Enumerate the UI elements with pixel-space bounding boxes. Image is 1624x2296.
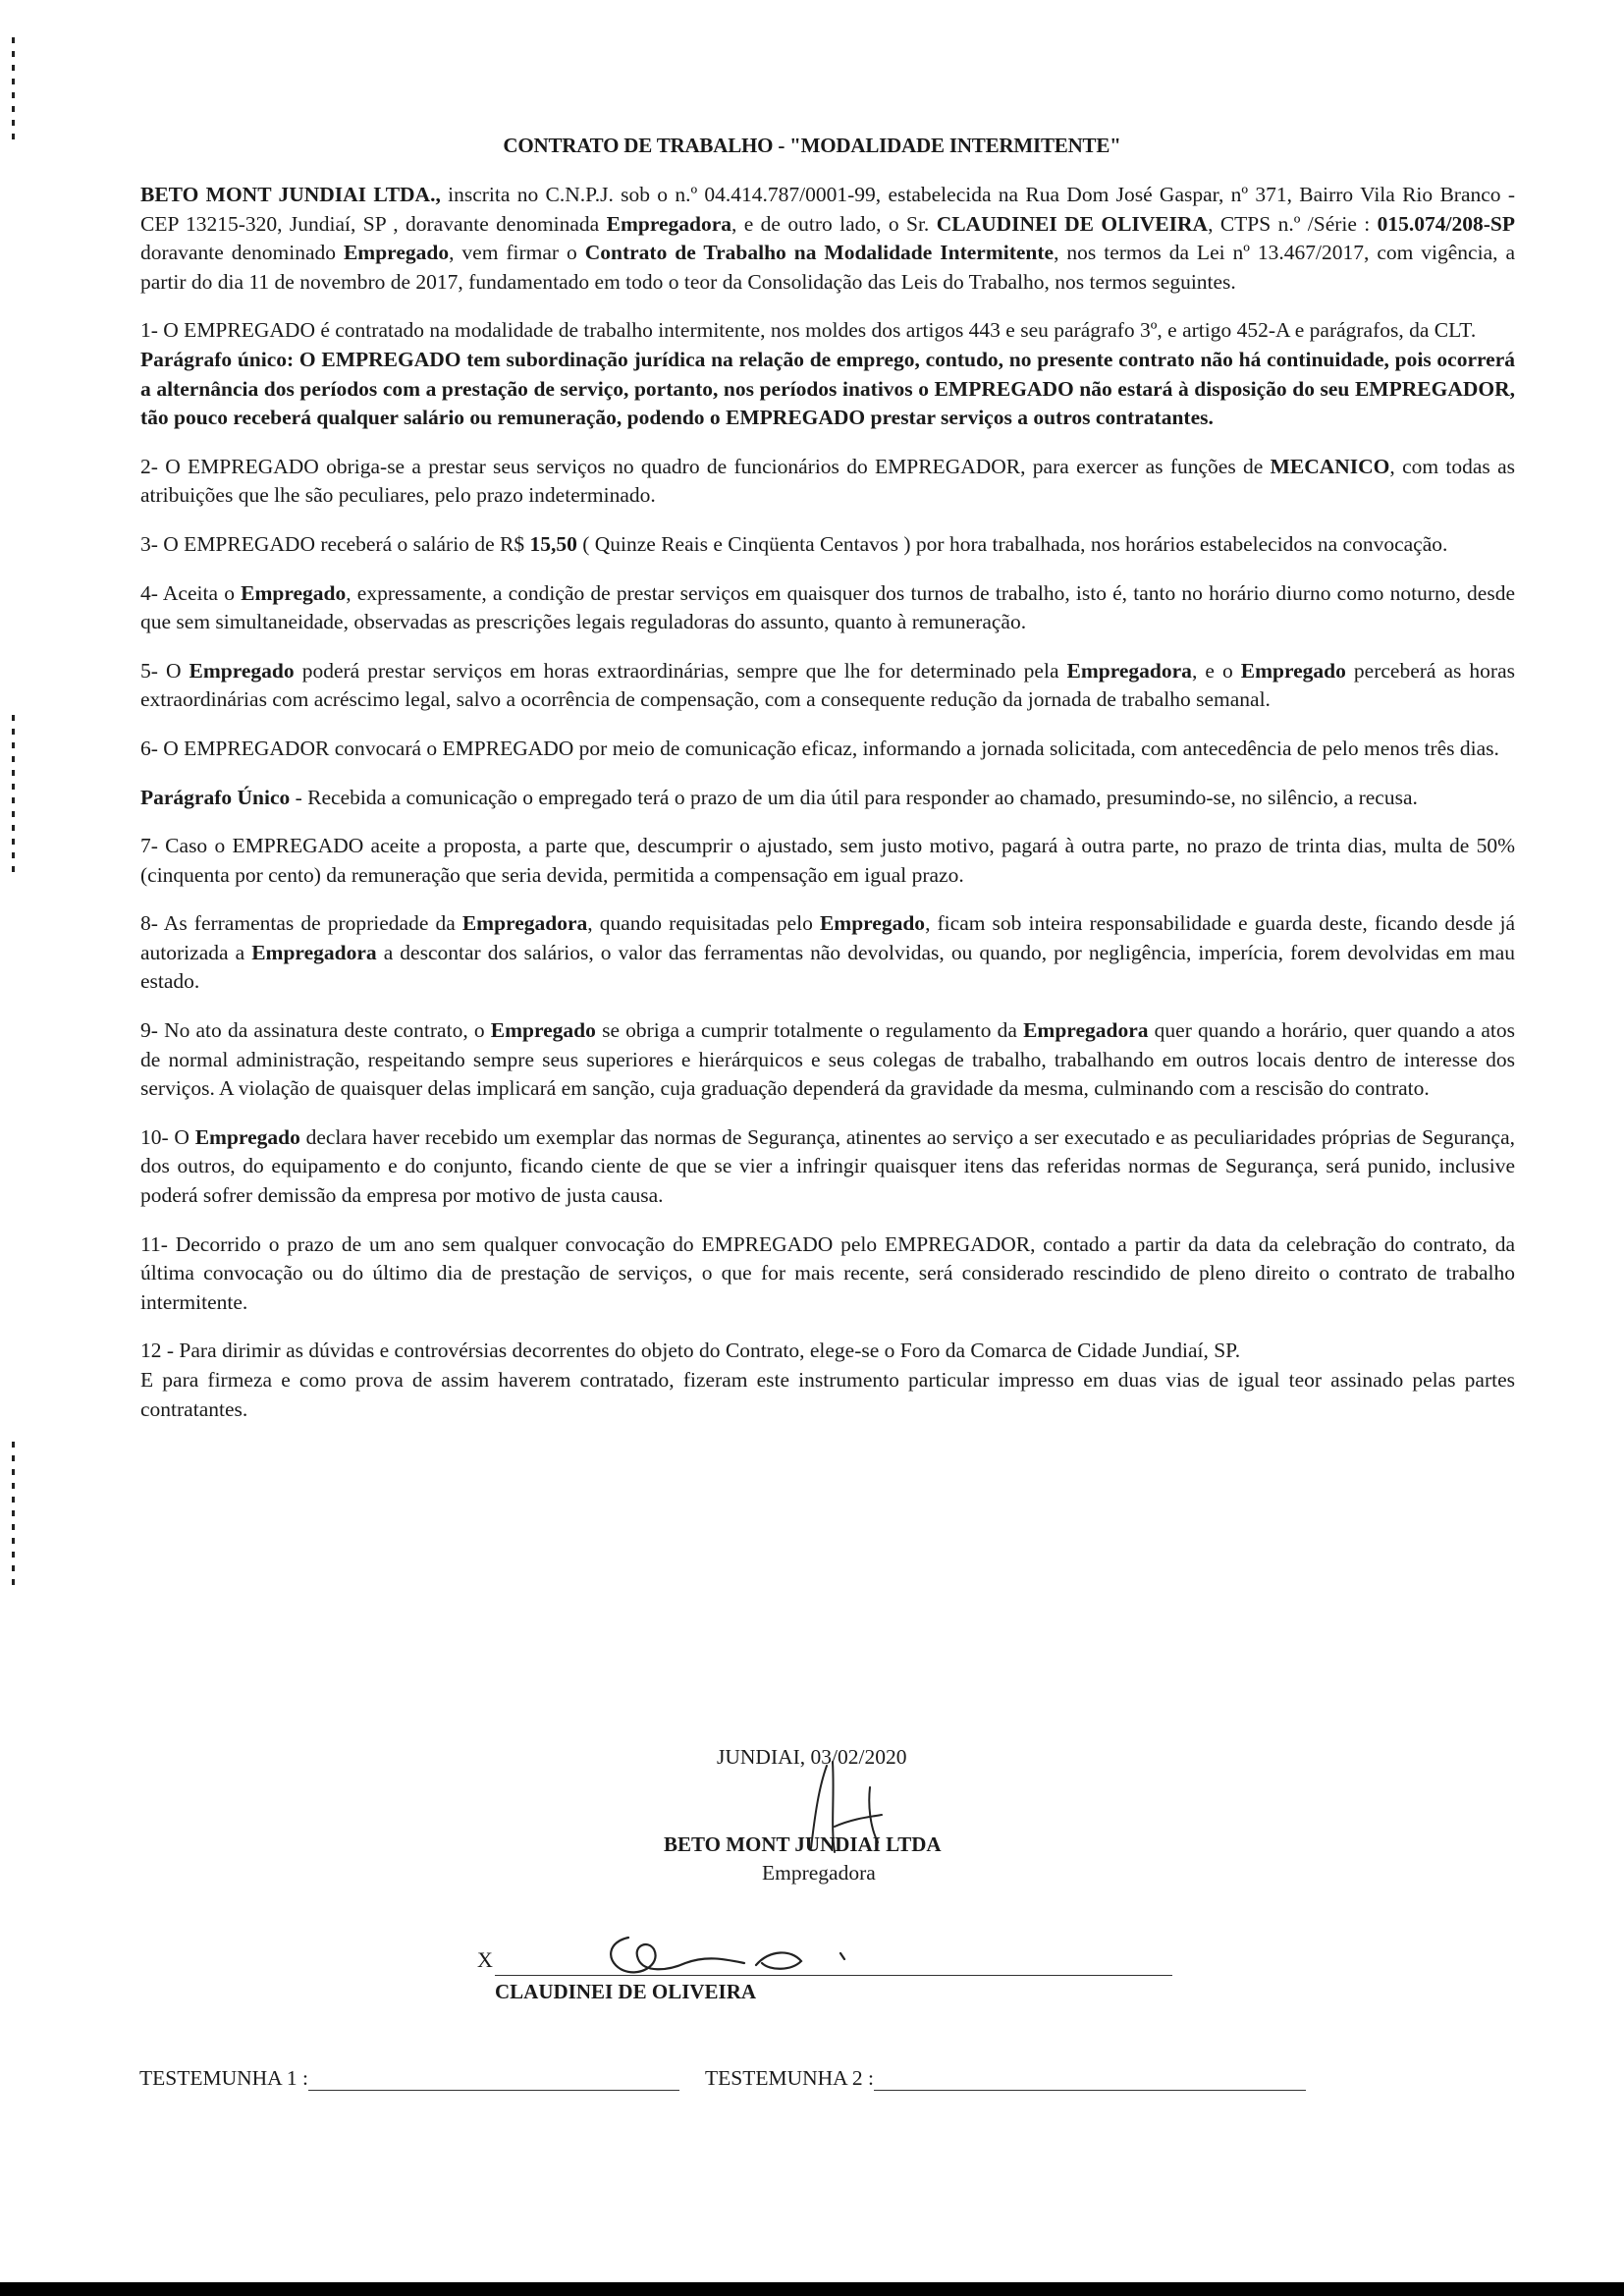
witness-1-label: TESTEMUNHA 1 : — [139, 2066, 308, 2090]
salary-value: 15,50 — [529, 531, 577, 556]
clause-4: 4- Aceita o Empregado, expressamente, a condição de prestar serviços em quaisquer dos turnos de trabalho, isto é, tanto no horário diurno como noturno, desde que sem simultaneidade, observadas as prescrições legais reguladoras do assunto, quanto à remuneração. — [140, 580, 1515, 634]
document-title: CONTRATO DE TRABALHO - "MODALIDADE INTERMITENTE" — [503, 134, 1121, 157]
clause-1: 1- O EMPREGADO é contratado na modalidade de trabalho intermitente, nos moldes dos artigos 443 e seu parágrafo 3º, e artigo 452-A e parágrafos, da CLT. — [140, 318, 1477, 343]
scan-edge-marks — [12, 37, 16, 147]
employer-name: BETO MONT JUNDIAI LTDA — [664, 1832, 942, 1856]
clause-6-paragraph: Parágrafo Único - Recebida a comunicação o empregado terá o prazo de um dia útil para responder ao chamado, presumindo-se, no silêncio, a recusa. — [140, 785, 1418, 809]
witness-1 — [139, 2066, 679, 2091]
employee-name: CLAUDINEI DE OLIVEIRA — [936, 211, 1209, 236]
intro-paragraph: BETO MONT JUNDIAI LTDA., inscrita no C.N.P.J. sob o n.º 04.414.787/0001-99, estabelecida na Rua Dom José Gaspar, nº 371, Bairro Vila Rio Branco - CEP 13215-320, Jundiaí, SP , doravante denominada Empregadora, e de outro lado, o Sr. CLAUDINEI DE OLIVEIRA, CTPS n.º /Série : 015.074/208-SP doravante denominado Empregado, vem firmar o Contrato de Trabalho na Modalidade Intermitente, nos termos da Lei nº 13.467/2017, com vigência, a partir do dia 11 de novembro de 2017, fundamentado em todo o teor da Consolidação das Leis do Trabalho, nos termos seguintes. — [140, 183, 1515, 294]
closing-paragraph: E para firmeza e como prova de assim haverem contratado, fizeram este instrumento particular impresso em duas vias de igual teor assinado pelas partes contratantes. — [140, 1368, 1515, 1421]
employee-name-signature: CLAUDINEI DE OLIVEIRA — [495, 1980, 757, 2003]
witness-2 — [705, 2066, 1306, 2091]
scan-edge-marks — [12, 715, 16, 880]
clause-10: 10- O Empregado declara haver recebido um exemplar das normas de Segurança, atinentes ao serviço a ser executado e as peculiaridades próprias de Segurança, dos outros, do equipamento e do conjunto, ficando ciente de que se vier a infringir quaisquer itens das referidas normas de Segurança, será punido, inclusive poderá sofrer demissão da empresa por motivo de justa causa. — [140, 1124, 1515, 1208]
witness-2-line — [874, 2072, 1306, 2091]
clause-12: 12 - Para dirimir as dúvidas e controvérsias decorrentes do objeto do Contrato, elege-se o Foro da Comarca de Cidade Jundiaí, SP. — [140, 1339, 1241, 1363]
job-role: MECANICO — [1270, 454, 1390, 478]
clause-9: 9- No ato da assinatura deste contrato, o Empregado se obriga a cumprir totalmente o regulamento da Empregadora quer quando a horário, quer quando a atos de normal administração, respeitando sempre seus superiores e hierárquicos e seus colegas de trabalho, trabalhando em outros locais dentro de interesse dos serviços. A violação de quaisquer delas implicará em sanção, cuja graduação dependerá da gravidade da mesma, culminando com a rescisão do contrato. — [140, 1018, 1515, 1101]
clause-1-paragraph: Parágrafo único: O EMPREGADO tem subordinação jurídica na relação de emprego, contudo, no presente contrato não há continuidade, pois ocorrerá a alternância dos períodos com a prestação de serviço, portanto, nos períodos inativos o EMPREGADO não estará à disposição do seu EMPREGADOR, tão pouco receberá qualquer salário ou remuneração, podendo o EMPREGADO prestar serviços a outros contratantes. — [140, 347, 1515, 430]
scan-edge-marks — [12, 1442, 16, 1593]
clause-11: 11- Decorrido o prazo de um ano sem qualquer convocação do EMPREGADO pelo EMPREGADOR, contado a partir da data da celebração do contrato, da última convocação ou do último dia de prestação de serviços, o que for mais recente, será considerado rescindido de pleno direito o contrato de trabalho intermitente. — [140, 1231, 1515, 1314]
witness-2-label: TESTEMUNHA 2 : — [705, 2066, 874, 2090]
clause-2: 2- O EMPREGADO obriga-se a prestar seus serviços no quadro de funcionários do EMPREGADOR, para exercer as funções de MECANICO, com todas as atribuições que lhe são peculiares, pelo prazo indeterminado. — [140, 454, 1515, 508]
clause-8: 8- As ferramentas de propriedade da Empregadora, quando requisitadas pelo Empregado, ficam sob inteira responsabilidade e guarda deste, ficando desde já autorizada a Empregadora a descontar dos salários, o valor das ferramentas não devolvidas, ou quando, por negligência, imperícia, forem devolvidas em mau estado. — [140, 911, 1515, 994]
ctps-number: 015.074/208-SP — [1377, 211, 1515, 236]
contract-name: Contrato de Trabalho na Modalidade Intermitente — [584, 241, 1055, 265]
signature-date: JUNDIAI, 03/02/2020 — [717, 1745, 907, 1769]
company-name: BETO MONT JUNDIAI LTDA., — [140, 183, 441, 206]
scan-bottom-border — [0, 2282, 1624, 2296]
clause-6: 6- O EMPREGADOR convocará o EMPREGADO por meio de comunicação eficaz, informando a jornada solicitada, com antecedência de pelo menos três dias. — [140, 736, 1499, 760]
witness-1-line — [308, 2072, 679, 2091]
clause-5: 5- O Empregado poderá prestar serviços em horas extraordinárias, sempre que lhe for determinado pela Empregadora, e o Empregado perceberá as horas extraordinárias com acréscimo legal, salvo a ocorrência de compensação, com a consequente redução da jornada de trabalho semanal. — [140, 658, 1515, 712]
employee-signature — [560, 1920, 884, 1989]
clause-3: 3- O EMPREGADO receberá o salário de R$ 15,50 ( Quinze Reais e Cinqüenta Centavos ) por hora trabalhada, nos horários estabelecidos na convocação. — [140, 531, 1448, 556]
signature-x-mark: X — [477, 1947, 493, 1972]
clause-7: 7- Caso o EMPREGADO aceite a proposta, a parte que, descumprir o ajustado, sem justo motivo, pagará à outra parte, no prazo de trinta dias, multa de 50% (cinquenta por cento) da remuneração que seria devida, permitida a compensação em igual prazo. — [140, 834, 1515, 887]
contract-body — [140, 181, 1515, 1444]
employer-role: Empregadora — [762, 1861, 876, 1885]
